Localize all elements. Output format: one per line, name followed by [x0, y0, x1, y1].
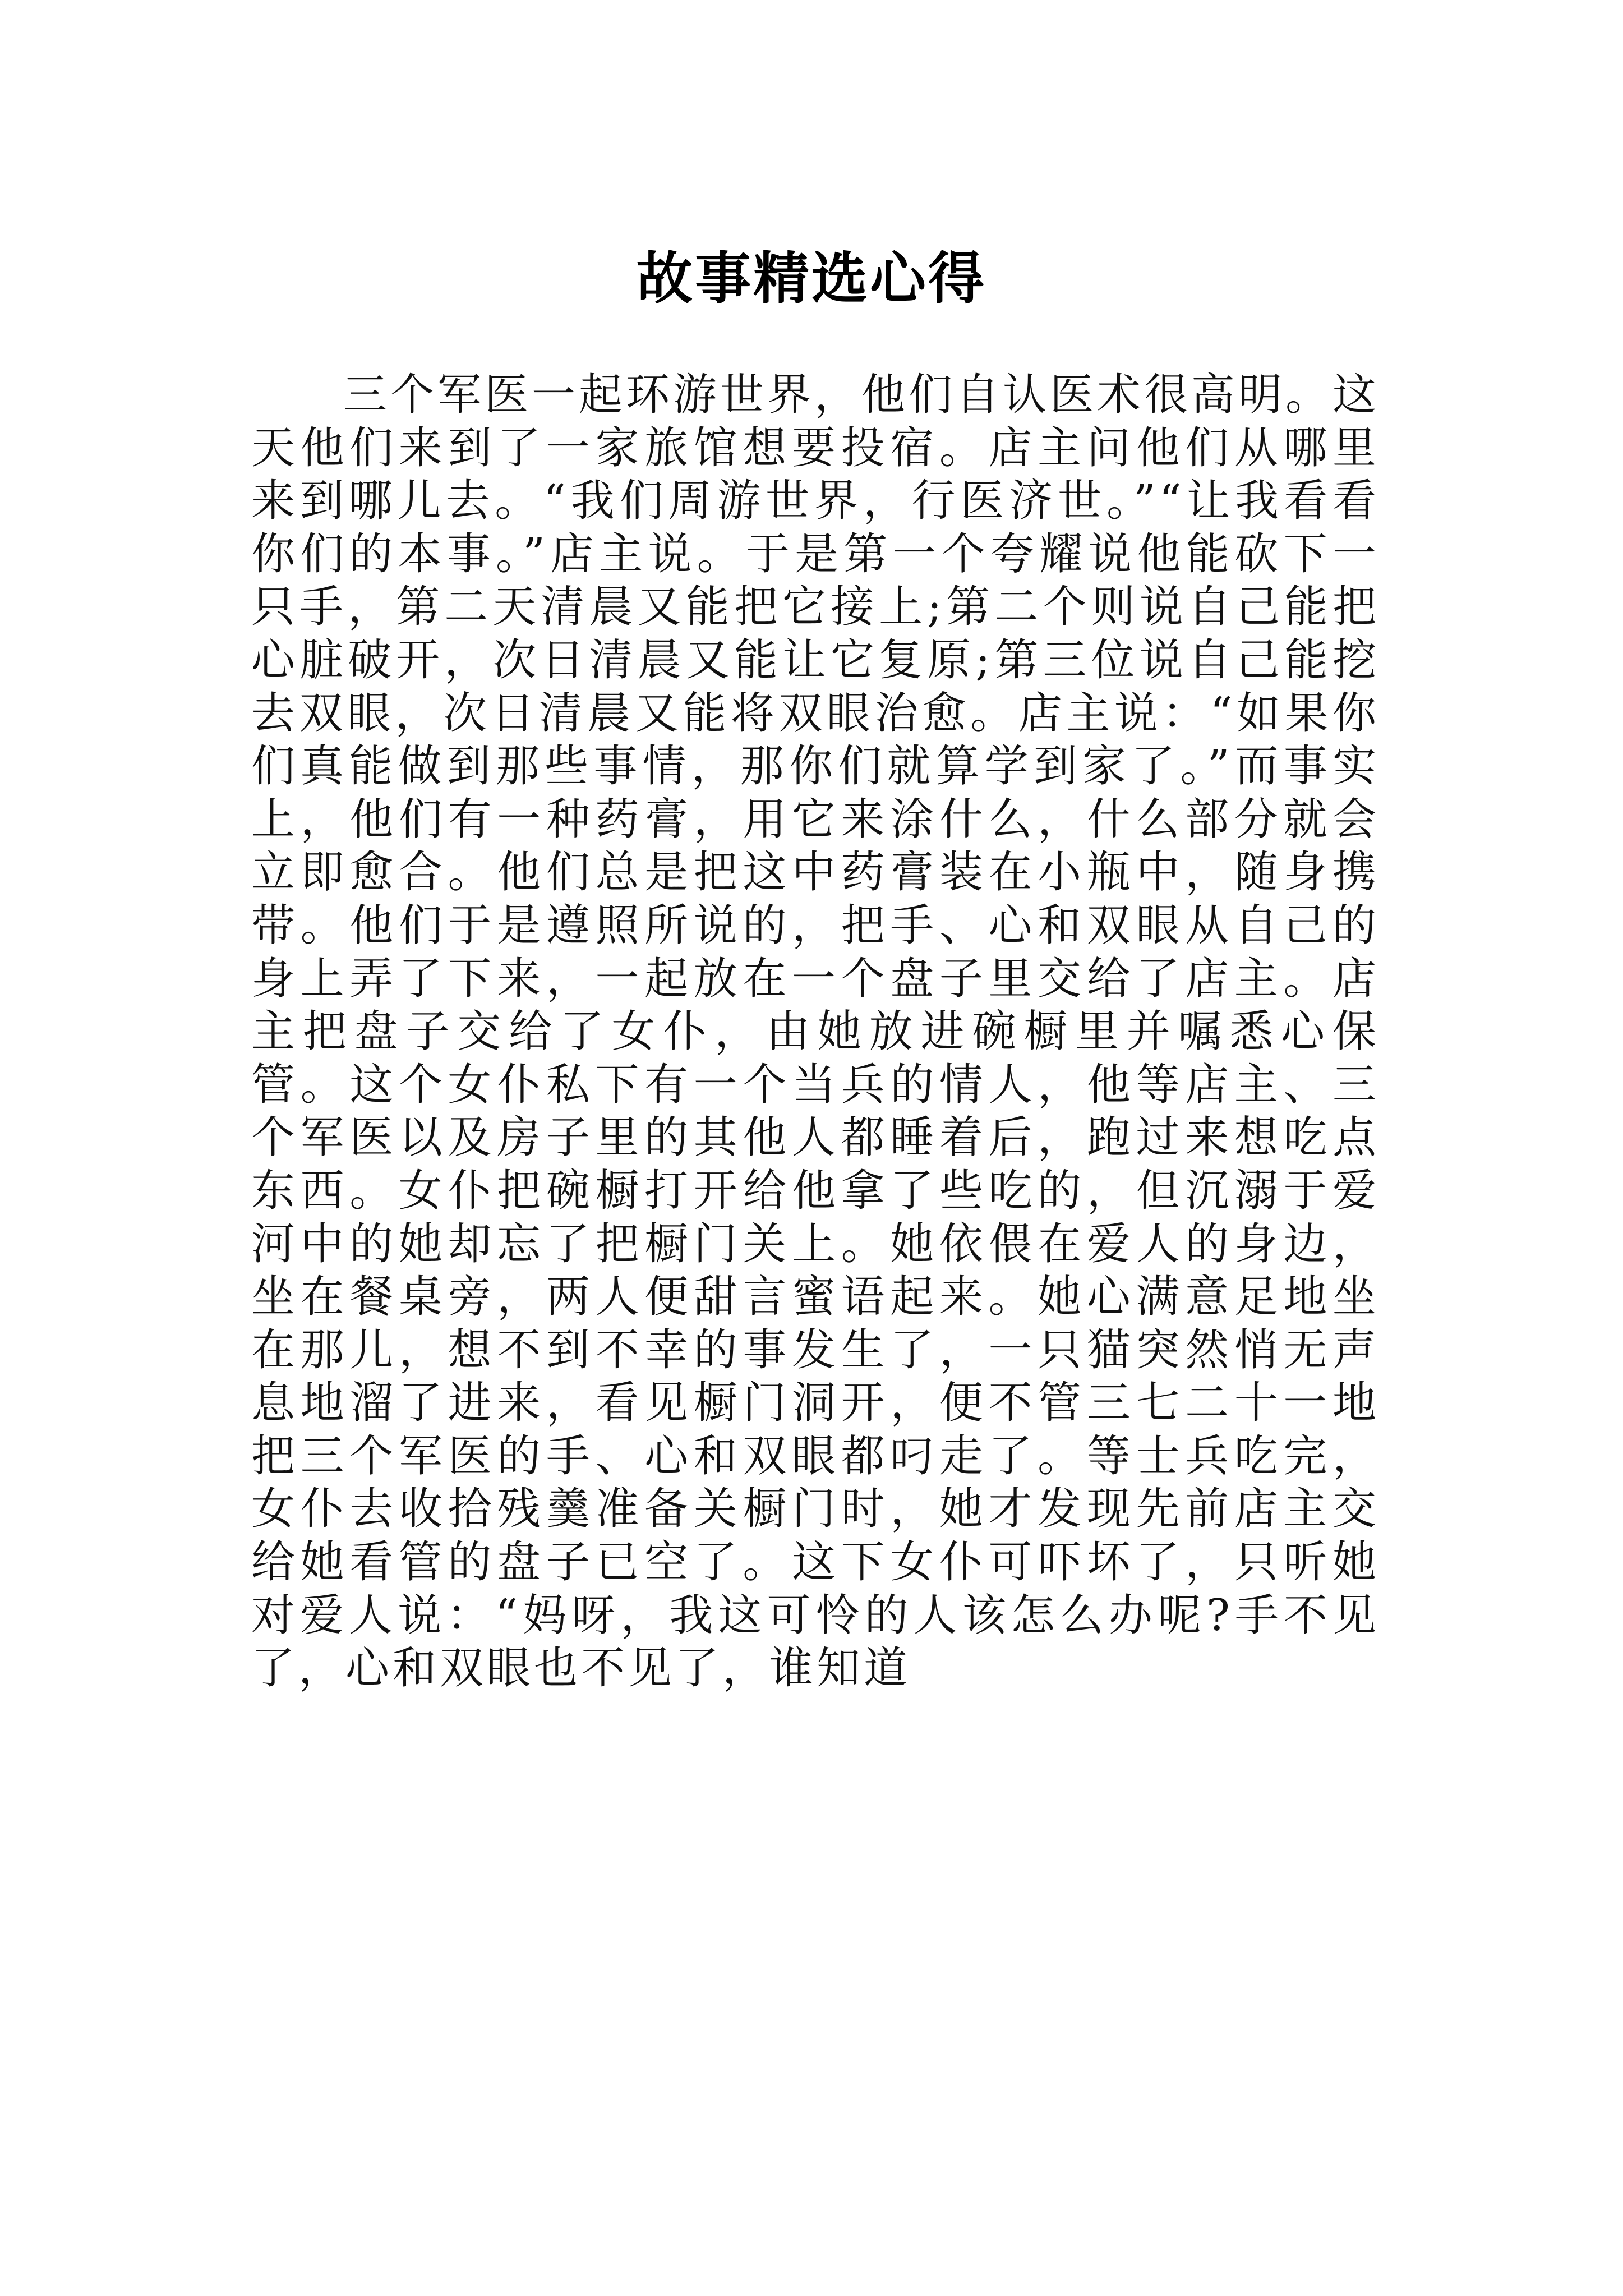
body-paragraph: 三个军医一起环游世界，他们自认医术很高明。这天他们来到了一家旅馆想要投宿。店主问他们从哪里来到哪儿去。“我们周游世界，行医济世。”“让我看看你们的本事。”店主说。于是第一个夸耀说他能砍下一只手，第二天清晨又能把它接上;第二个则说自己能把心脏破开，次日清晨又能让它复原;第三位说自己能挖去双眼，次日清晨又能将双眼治愈。店主说：“如果你们真能做到那些事情，那你们就算学到家了。”而事实上，他们有一种药膏，用它来涂什么，什么部分就会立即愈合。他们总是把这中药膏装在小瓶中，随身携带。他们于是遵照所说的，把手、心和双眼从自己的身上弄了下来，一起放在一个盘子里交给了店主。店主把盘子交给了女仆，由她放进碗橱里并嘱悉心保管。这个女仆私下有一个当兵的情人，他等店主、三个军医以及房子里的其他人都睡着后，跑过来想吃点东西。女仆把碗橱打开给他拿了些吃的，但沉溺于爱河中的她却忘了把橱门关上。她依偎在爱人的身边，坐在餐桌旁，两人便甜言蜜语起来。她心满意足地坐在那儿，想不到不幸的事发生了，一只猫突然悄无声息地溜了进来，看见橱门洞开，便不管三七二十一地把三个军医的手、心和双眼都叼走了。等士兵吃完，女仆去收拾残羹准备关橱门时，她才发现先前店主交给她看管的盘子已空了。这下女仆可吓坏了，只听她对爱人说：“妈呀，我这可怜的人该怎么办呢?手不见了，心和双眼也不见了，谁知道 [251, 370, 1380, 1694]
document-title: 故事精选心得 [637, 246, 986, 311]
